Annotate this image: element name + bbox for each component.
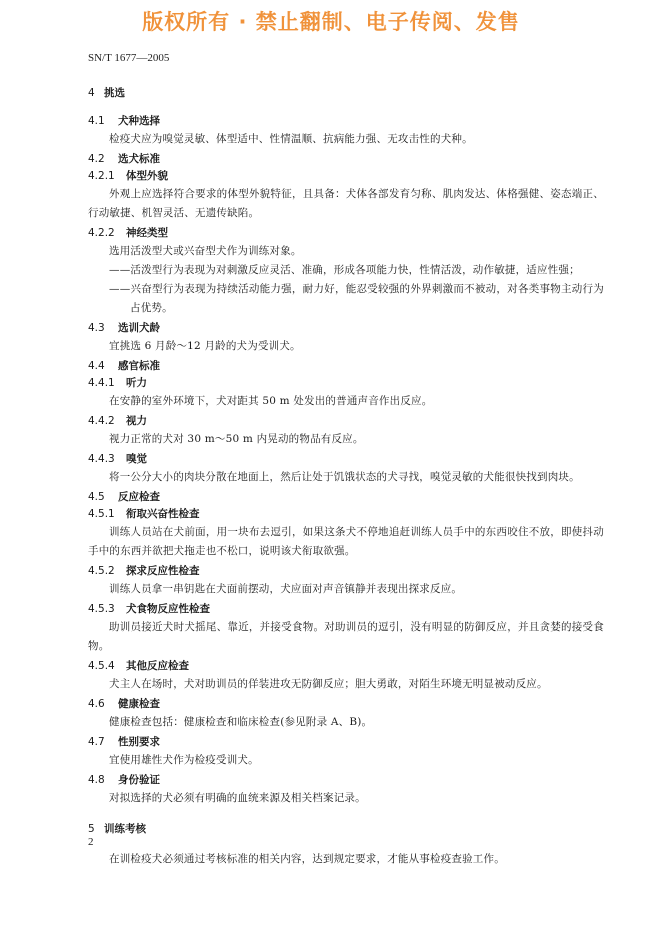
section-number: 4.4 [88, 360, 105, 372]
paragraph: 宜挑选 6 月龄～12 月龄的犬为受训犬。 [109, 340, 301, 352]
section-heading [88, 773, 604, 787]
section-heading [88, 86, 604, 100]
section-number: 5 [88, 823, 95, 835]
section-title: 听力 [126, 377, 147, 389]
section-title: 训练考核 [104, 823, 146, 835]
section-heading [88, 602, 604, 616]
section-title: 选训犬龄 [118, 322, 160, 334]
section-title: 感官标准 [118, 360, 160, 372]
section-title: 其他反应检查 [126, 660, 189, 672]
paragraph: 宜使用雄性犬作为检疫受训犬。 [109, 754, 259, 766]
section-title: 神经类型 [126, 227, 168, 239]
section-title: 嗅觉 [126, 453, 147, 465]
section-title: 挑选 [104, 87, 125, 99]
paragraph: 将一公分大小的肉块分散在地面上，然后让处于饥饿状态的犬寻找，嗅觉灵敏的犬能很快找到肉块。 [109, 471, 580, 483]
section-number: 4.2.2 [88, 227, 115, 239]
section-title: 衔取兴奋性检查 [126, 508, 200, 520]
section-heading [88, 564, 604, 578]
section-heading [88, 697, 604, 711]
section-number: 4.5 [88, 491, 105, 503]
paragraph: 在安静的室外环境下，犬对距其 50 m 处发出的普通声音作出反应。 [109, 395, 433, 407]
section-title: 视力 [126, 415, 147, 427]
section-number: 4.5.4 [88, 660, 115, 672]
paragraph: 训练人员站在犬前面，用一块布去逗引，如果这条犬不停地追赶训练人员手中的东西咬住不放，即使抖动手中的东西并欲把犬拖走也不松口，说明该犬衔取欲强。 [88, 526, 604, 557]
paragraph: 在训检疫犬必须通过考核标准的相关内容，达到规定要求，才能从事检疫查验工作。 [109, 853, 505, 865]
section-number: 4.8 [88, 774, 105, 786]
document-body [88, 86, 604, 869]
section-heading [88, 735, 604, 749]
paragraph: 犬主人在场时，犬对助训员的佯装进攻无防御反应；胆大勇敢，对陌生环境无明显被动反应。 [109, 678, 548, 690]
section-number: 4.2 [88, 153, 105, 165]
section-title: 犬种选择 [118, 115, 160, 127]
section-heading [88, 659, 604, 673]
page-number: 2 [88, 836, 94, 848]
section-number: 4.5.1 [88, 508, 115, 520]
section-heading [88, 452, 604, 466]
section-number: 4 [88, 87, 95, 99]
section-heading [88, 169, 604, 183]
section-title: 健康检查 [118, 698, 160, 710]
section-number: 4.2.1 [88, 170, 115, 182]
section-number: 4.4.3 [88, 453, 115, 465]
paragraph: 训练人员拿一串钥匙在犬面前摆动，犬应面对声音镇静并表现出探求反应。 [109, 583, 463, 595]
section-heading [88, 507, 604, 521]
section-heading [88, 490, 604, 504]
section-number: 4.1 [88, 115, 105, 127]
paragraph: 健康检查包括：健康检查和临床检查(参见附录 A、B)。 [109, 716, 373, 728]
section-heading [88, 376, 604, 390]
dash-list-item: ——兴奋型行为表现为持续活动能力强，耐力好，能忍受较强的外界刺激而不被动，对各类事物主动行为占优势。 [109, 283, 604, 314]
section-heading [88, 359, 604, 373]
copyright-watermark: 版权所有 · 禁止翻制、电子传阅、发售 [142, 10, 520, 34]
paragraph: 助训员接近犬时犬摇尾、靠近，并接受食物。对助训员的逗引，没有明显的防御反应，并且贪婪的接受食物。 [88, 621, 604, 652]
section-number: 4.6 [88, 698, 105, 710]
section-number: 4.4.2 [88, 415, 115, 427]
paragraph: 视力正常的犬对 30 m～50 m 内晃动的物品有反应。 [109, 433, 364, 445]
section-title: 反应检查 [118, 491, 160, 503]
section-number: 4.4.1 [88, 377, 115, 389]
section-number: 4.5.3 [88, 603, 115, 615]
section-title: 性别要求 [118, 736, 160, 748]
section-title: 身份验证 [118, 774, 160, 786]
section-heading [88, 414, 604, 428]
section-number: 4.5.2 [88, 565, 115, 577]
paragraph: 检疫犬应为嗅觉灵敏、体型适中、性情温顺、抗病能力强、无攻击性的犬种。 [109, 133, 473, 145]
section-title: 体型外貌 [126, 170, 168, 182]
section-heading [88, 152, 604, 166]
section-number: 4.3 [88, 322, 105, 334]
dash-list-item: ——活泼型行为表现为对刺激反应灵活、准确，形成各项能力快，性情活泼，动作敏捷，适应性强； [109, 264, 580, 276]
paragraph: 对拟选择的犬必须有明确的血统来源及相关档案记录。 [109, 792, 366, 804]
section-title: 探求反应性检查 [126, 565, 200, 577]
section-heading [88, 822, 604, 836]
paragraph: 外观上应选择符合要求的体型外貌特征，且具备：犬体各部发育匀称、肌肉发达、体格强健、姿态端正、行动敏捷、机智灵活、无遗传缺陷。 [88, 188, 604, 219]
section-number: 4.7 [88, 736, 105, 748]
section-title: 犬食物反应性检查 [126, 603, 210, 615]
section-heading [88, 114, 604, 128]
standard-code: SN/T 1677—2005 [88, 52, 170, 64]
paragraph: 选用活泼型犬或兴奋型犬作为训练对象。 [109, 245, 302, 257]
section-title: 选犬标准 [118, 153, 160, 165]
section-heading [88, 226, 604, 240]
section-heading [88, 321, 604, 335]
